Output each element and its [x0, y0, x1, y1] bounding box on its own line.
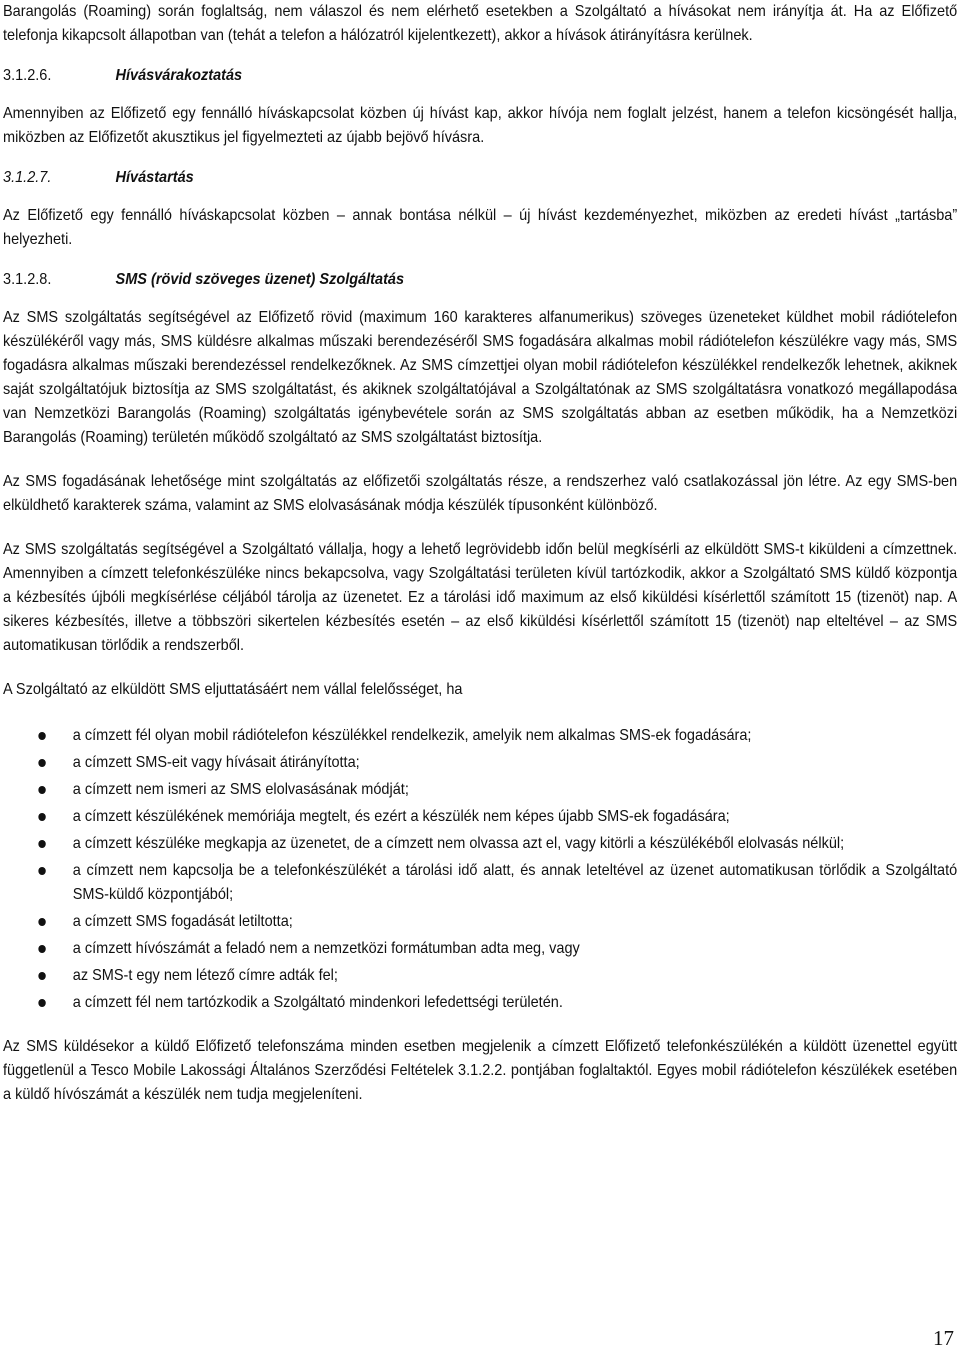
call-hold-paragraph: Az Előfizető egy fennálló híváskapcsolat közben – annak bontása nélkül – új hívást kezdeményezhet, miközben az eredeti hívást „tartásba” helyezheti. — [3, 207, 958, 248]
call-waiting-paragraph: Amennyiben az Előfizető egy fennálló híváskapcsolat közben új hívást kap, akkor hívója nem foglalt jelzést, hanem a telefon kicsöngését hallja, miközben az Előfizetőt akusztikus jel figyelmezteti az újabb bejövő hívásra. — [3, 105, 958, 146]
bullet-icon — [38, 918, 45, 926]
document-body — [3, 0, 958, 1119]
sms-paragraph-2: Az SMS fogadásának lehetősége mint szolgáltatás az előfizetői szolgáltatás része, a rendszerhez való csatlakozással jön létre. Az egy SMS-ben elküldhető karakterek száma, valamint az SMS elolvasásának módja készülék típusonként különböző. — [3, 473, 958, 514]
bullet-icon — [38, 840, 45, 848]
bullet-icon — [38, 999, 45, 1007]
list-item: a címzett SMS-eit vagy hívásait átirányította; — [3, 751, 957, 775]
page-number: 17 — [933, 1326, 954, 1350]
bullet-icon — [38, 813, 45, 821]
list-item: a címzett hívószámát a feladó nem a nemzetközi formátumban adta meg, vagy — [3, 937, 957, 961]
bullet-icon — [38, 972, 45, 980]
list-item: a címzett készülékének memóriája megtelt, és ezért a készülék nem képes újabb SMS-ek fogadására; — [3, 805, 957, 829]
section-number: 3.1.2.8. — [3, 271, 52, 288]
bullet-icon — [38, 732, 45, 740]
sms-paragraph-1: Az SMS szolgáltatás segítségével az Előfizető rövid (maximum 160 karakteres alfanumerikus) szöveges üzeneteket küldhet mobil rádiótelefon készülékéről vagy más, SMS küldésre alkalmas műszaki berendezéséről SMS fogadására alkalmas mobil rádiótelefon készülékre vagy más, SMS fogadásra alkalmas műszaki berendezéssel rendelkezőknek. Az SMS címzettjei olyan mobil rádiótelefon készülékkel rendelkezők lehetnek, akiknek saját szolgáltatójuk biztosítja az SMS szolgáltatást, és akiknek szolgáltatójával a Szolgáltatónak az SMS szolgáltatásra vonatkozó megállapodása van Nemzetközi Barangolás (Roaming) szolgáltatás igénybevétele során az SMS szolgáltatás abban az esetben működik, ha a Nemzetközi Barangolás (Roaming) területén működő szolgáltató az SMS szolgáltatást biztosítja. — [3, 309, 958, 446]
section-title: Hívástartás — [115, 169, 194, 186]
sms-paragraph-5: Az SMS küldésekor a küldő Előfizető telefonszáma minden esetben megjelenik a címzett Előfizető telefonkészülékén a küldött üzenettel együtt függetlenül a Tesco Mobile Lakossági Általános Szerződési Feltételek 3.1.2.2. pontjában foglaltaktól. Egyes mobil rádiótelefon készülékek esetében a küldő hívószámát a készülék nem tudja megjeleníteni. — [3, 1038, 958, 1103]
bullet-icon — [38, 867, 45, 875]
section-title: SMS (rövid szöveges üzenet) Szolgáltatás — [115, 271, 405, 288]
section-number: 3.1.2.7. — [3, 169, 52, 186]
list-item: a címzett SMS fogadását letiltotta; — [3, 910, 957, 934]
bullet-icon — [38, 759, 45, 767]
section-number: 3.1.2.6. — [3, 67, 52, 84]
list-item: az SMS-t egy nem létező címre adták fel; — [3, 964, 957, 988]
section-heading-call-hold — [3, 166, 957, 190]
sms-paragraph-4: A Szolgáltató az elküldött SMS eljuttatásáért nem vállal felelősséget, ha — [3, 681, 463, 698]
section-title: Hívásvárakoztatás — [115, 67, 243, 84]
bullet-icon — [38, 945, 45, 953]
list-item: a címzett készüléke megkapja az üzenetet, de a címzett nem olvassa azt el, vagy kitörli a készülékéből elolvasás nélkül; — [3, 832, 957, 856]
section-heading-call-waiting — [3, 64, 957, 88]
intro-paragraph: Barangolás (Roaming) során foglaltság, nem válaszol és nem elérhető esetekben a Szolgáltató a hívásokat nem irányítja át. Ha az Előfizető telefonja kikapcsolt állapotban van (tehát a telefon a hálózatról kijelentkezett), akkor a hívások átirányításra kerülnek. — [3, 3, 958, 44]
section-heading-sms — [3, 268, 957, 292]
list-item: a címzett fél olyan mobil rádiótelefon készülékkel rendelkezik, amelyik nem alkalmas SMS-ek fogadására; — [3, 724, 957, 748]
sms-paragraph-3: Az SMS szolgáltatás segítségével a Szolgáltató vállalja, hogy a lehető legrövidebb időn belül megkísérli az elküldött SMS-t kiküldeni a címzettnek. Amennyiben a címzett telefonkészüléke nincs bekapcsolva, vagy Szolgáltatási területen kívül tartózkodik, akkor a Szolgáltató SMS küldő központja a kézbesítés újbóli megkísérlése céljából tárolja az üzenetet. Ez a tárolási idő maximum az első kiküldési kísérlettől számított 15 (tizenöt) nap. A sikeres kézbesítés, illetve a többszöri sikertelen kézbesítés esetén – az első kiküldési kísérlettől számított 15 (tizenöt) nap elteltével – az SMS automatikusan törlődik a rendszerből. — [3, 541, 958, 654]
list-item: a címzett nem ismeri az SMS elolvasásának módját; — [3, 778, 957, 802]
list-item: a címzett nem kapcsolja be a telefonkészülékét a tárolási idő alatt, és annak leteltével az üzenet automatikusan törlődik a Szolgáltató SMS-küldő központjából; — [3, 859, 957, 907]
liability-exclusion-list — [3, 724, 957, 1015]
bullet-icon — [38, 786, 45, 794]
list-item: a címzett fél nem tartózkodik a Szolgáltató mindenkori lefedettségi területén. — [3, 991, 957, 1015]
